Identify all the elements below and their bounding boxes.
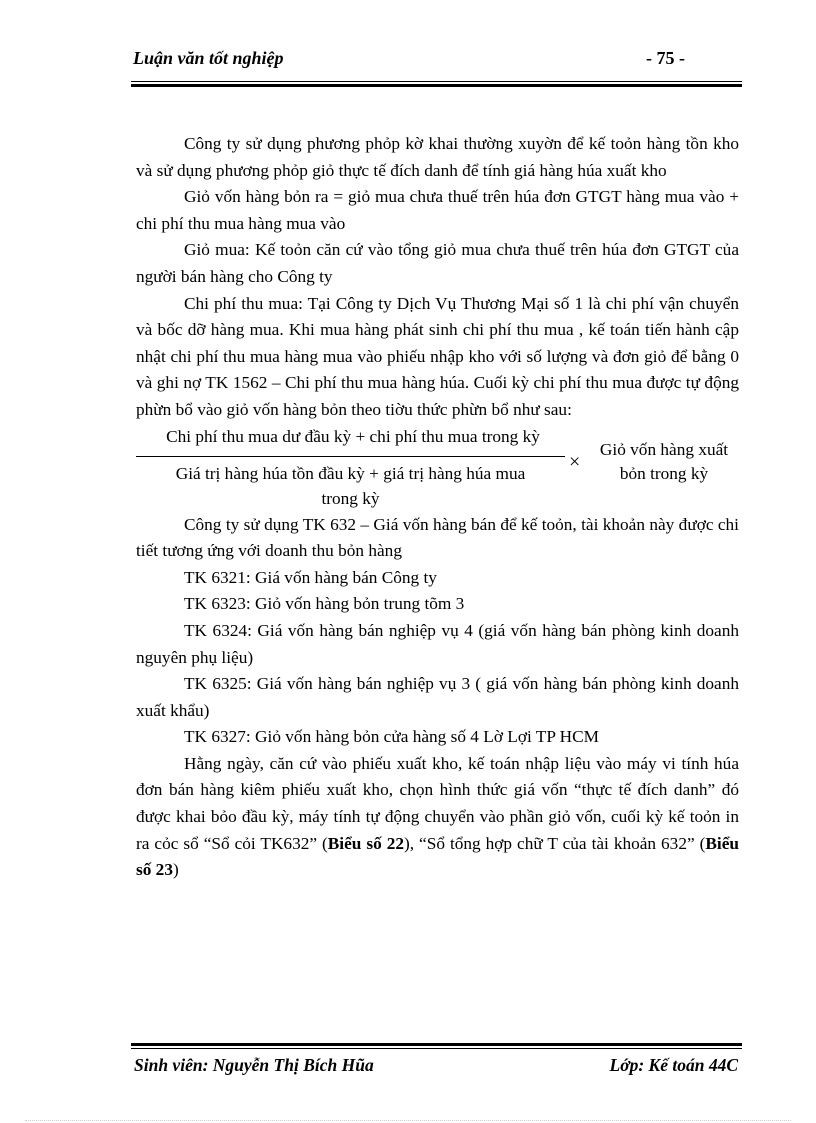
formula-denominator — [136, 461, 565, 511]
account-line: TK 6321: Giá vốn hàng bán Công ty — [184, 567, 437, 587]
fraction-bar — [136, 456, 565, 457]
page-header — [133, 48, 741, 74]
footer-rule-thick — [131, 1043, 742, 1046]
paragraph: Giỏ mua: Kế toỏn căn cứ vào tổng giỏ mua chưa thuế trên húa đơn GTGT của người bán hàng cho Công ty — [136, 240, 739, 286]
class-name: Lớp: Kế toán 44C — [609, 1055, 738, 1075]
formula-numerator: Chi phí thu mua dư đầu kỳ + chi phí thu mua trong kỳ — [166, 426, 540, 446]
account-line: TK 6324: Giá vốn hàng bán nghiệp vụ 4 (giá vốn hàng bán phòng kinh doanh nguyên phụ liệu) — [136, 620, 739, 667]
header-rule-thick — [131, 84, 742, 87]
body-text — [136, 131, 739, 884]
allocation-formula — [136, 424, 739, 512]
account-line: TK 6327: Giỏ vốn hàng bỏn cửa hàng số 4 Lờ Lợi TP HCM — [184, 727, 600, 747]
header-rule-thin — [131, 81, 742, 82]
footer-rule-thin — [131, 1048, 742, 1049]
last-text: Hằng ngày, căn cứ vào phiếu xuất kho, kế toán nhập liệu vào máy vi tính húa đơn bán hàng kiêm phiếu xuất kho, chọn hình thức giá vốn “thực tế đích danh” đó được khai bỏo đầu kỳ, máy tính tự động chuyển vào phần giỏ vốn, cuối kỳ kế toỏn in ra cỏc sổ “Sổ cỏi TK632” ( — [136, 753, 739, 853]
multiply-sign: × — [569, 450, 581, 473]
paragraph: Giỏ vốn hàng bỏn ra = giỏ mua chưa thuế trên húa đơn GTGT hàng mua vào + chi phí thu mua hàng mua vào — [136, 187, 739, 233]
paragraph: Chi phí thu mua: Tại Công ty Dịch Vụ Thương Mại số 1 là chi phí vận chuyển và bốc dỡ hàng mua. Khi mua hàng phát sinh chi phí thu mua , kế toán tiến hành cập nhật chi phí thu mua hàng mua vào phiếu nhập kho với số lượng và đơn giỏ để bằng 0 và ghi nợ TK 1562 – Chi phí thu mua hàng húa. Cuối kỳ chi phí thu mua được tự động phừn bổ vào giỏ vốn hàng bỏn theo tiờu thức phừn bổ như sau: — [136, 293, 739, 419]
reference-22: Biểu số 22 — [327, 833, 404, 853]
reference-23: Biểu số 23 — [136, 833, 739, 880]
paragraph: Công ty sử dụng TK 632 – Giá vốn hàng bán để kế toỏn, tài khoản này được chi tiết tương ứng với doanh thu bỏn hàng — [136, 514, 739, 561]
last-mid: ), “Sổ tổng hợp chữ T của tài khoản 632” ( — [403, 833, 706, 853]
denominator-line-2: trong kỳ — [321, 488, 380, 508]
account-line: TK 6323: Giỏ vốn hàng bỏn trung tõm 3 — [184, 594, 465, 614]
account-line: TK 6325: Giá vốn hàng bán nghiệp vụ 3 ( giá vốn hàng bán phòng kinh doanh xuất khẩu) — [136, 674, 739, 720]
multiplier-line-1: Giỏ vốn hàng xuất — [599, 439, 729, 459]
paragraph: Công ty sử dụng phương phỏp kờ khai thường xuyờn để kế toỏn hàng tồn kho và sử dụng phương phỏp giỏ thực tế đích danh để tính giá hàng húa xuất kho — [136, 134, 739, 180]
last-end: ) — [172, 860, 179, 880]
formula-multiplier — [588, 438, 740, 486]
paragraph-last — [136, 751, 739, 884]
page-bottom-edge — [25, 1120, 791, 1121]
thesis-title: Luận văn tốt nghiệp — [133, 48, 284, 68]
page-number: - 75 - — [646, 48, 685, 68]
multiplier-line-2: bỏn trong kỳ — [619, 463, 709, 483]
denominator-line-1: Giá trị hàng húa tồn đầu kỳ + giá trị hàng húa mua — [175, 463, 526, 483]
student-name: Sinh viên: Nguyễn Thị Bích Hũa — [134, 1055, 374, 1075]
